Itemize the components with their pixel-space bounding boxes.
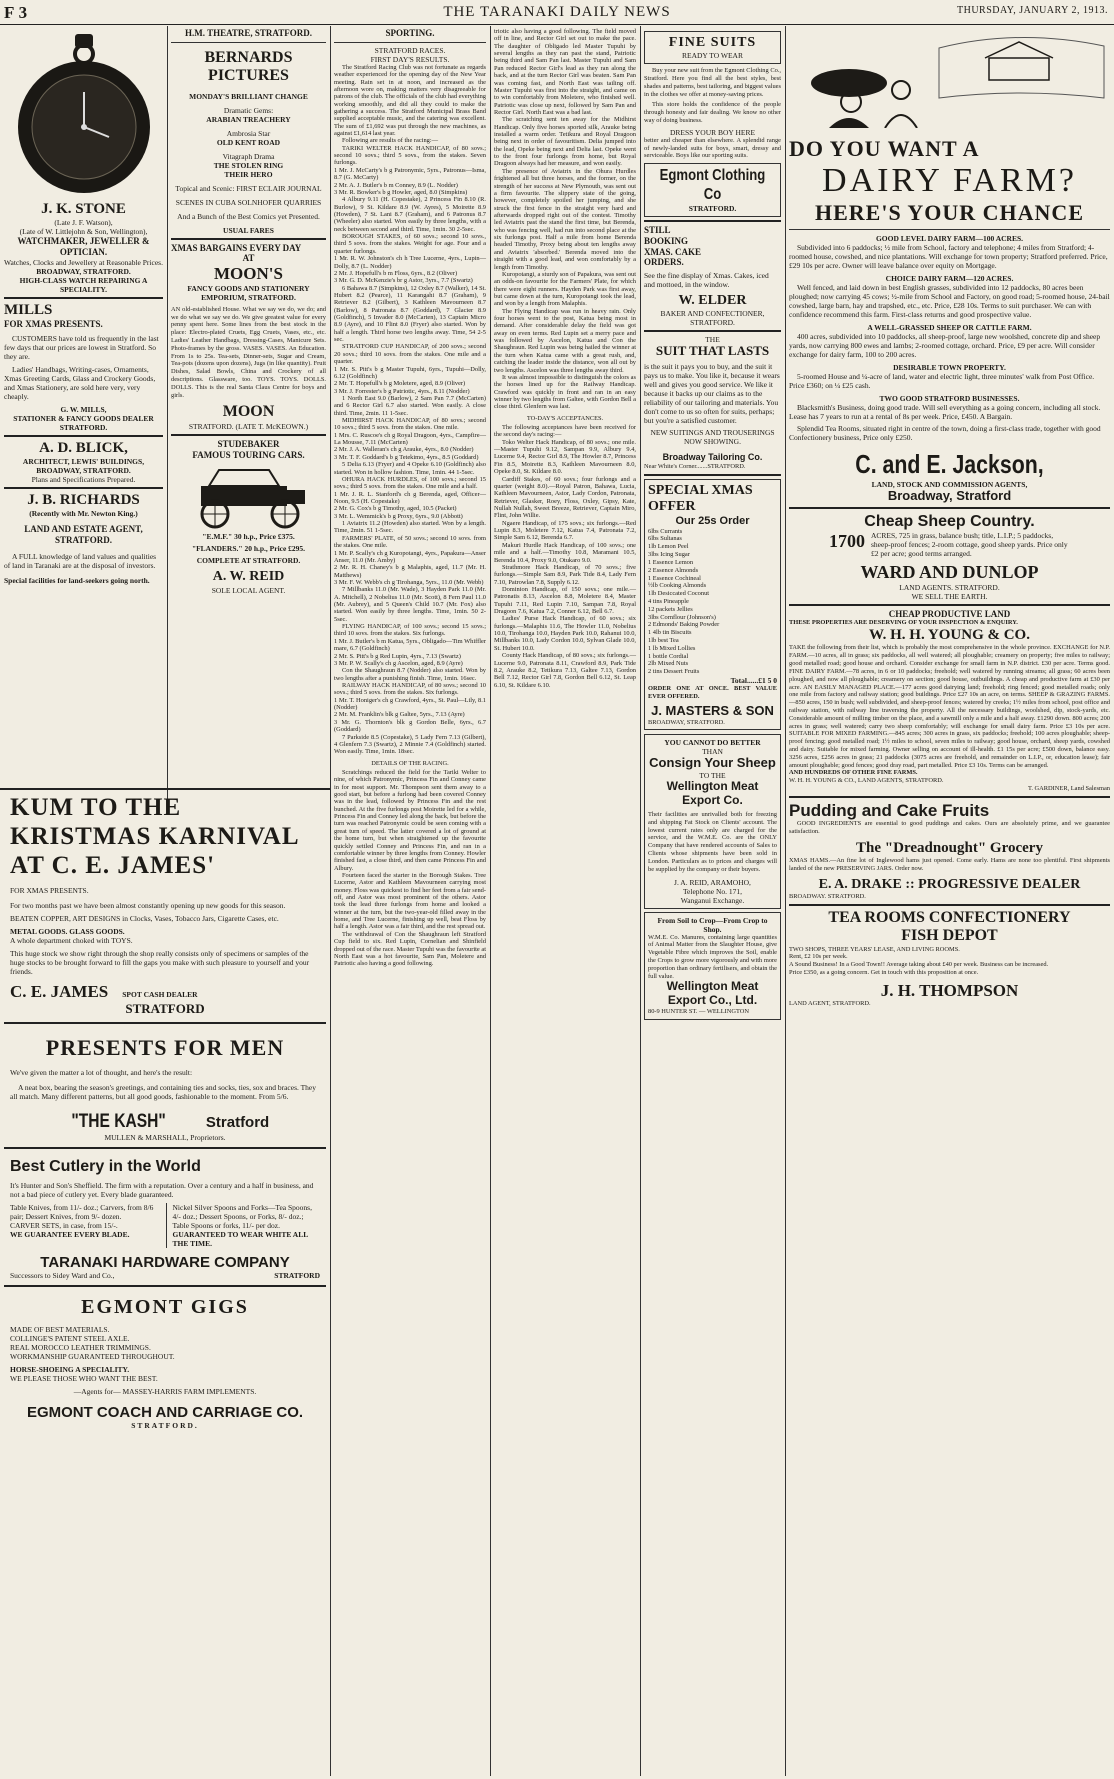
article-paragraph: 3 (18, 3, 28, 22)
gigs-line: MADE OF BEST MATERIALS. (10, 1325, 110, 1335)
article-paragraph: The withdrawal of Con the Shaughraun left Stratford Cup field to six. Red Lupin, Cornelian and Shinfield dropped out of the race. Master Tupuhi was the favourite at North East was a hot favourite, Sam Pan, Moletere and Patriotic also having a good following. (334, 930, 486, 968)
kum-heading: KUM TO THE (10, 794, 182, 821)
kum-sign-sub: SPOT CASH DEALER (122, 990, 198, 1000)
kum-sign: C. E. JAMES (10, 982, 109, 1002)
page-number: F 3 (4, 3, 28, 22)
farm-heading: DESIRABLE TOWN PROPERTY. (893, 362, 1006, 372)
article-paragraph: 2 Mr. M. Franklin's blk g Galtee, 5yrs., 7.13 (Ayre) (334, 711, 465, 719)
article-paragraph: 1 Mr. J. McCarty's b g Patronymic, 5yrs., Patronus—Isma, 8.7 (G. McCarty) (334, 166, 486, 182)
article-paragraph: 7 Parkside 8.5 (Copestake), 5 Lady Fern 7.13 (Gilbert), 4 Glenfern 7.3 (Swartz), 2 Minnie 7.4 (Goldfinch) started. Won easily. Time, 1min. 18sec. (334, 733, 486, 756)
order-item: 12 packets Jellies (648, 605, 693, 613)
order-item: ½lb Cooking Almonds (648, 582, 707, 590)
order-item: 2 Edmonds' Baking Powder (648, 621, 720, 629)
article-paragraph: Kuropotangi, a sturdy son of Papakura, was sent out an odds-on favourite for the Farmers' Plate, for which there were eight runners. Hayden Park was first away, but came down at the turn, Kuropotangi took the lead, and won by a length from Malaphis. (494, 270, 636, 308)
suit-heading: SUIT THAT LASTS (655, 343, 770, 359)
stone-note: HIGH-CLASS WATCH REPAIRING A SPECIALITY. (19, 275, 148, 294)
order-item: 1lb Desiccated Coconut (648, 590, 710, 598)
men-heading: PRESENTS FOR MEN (45, 1035, 285, 1061)
broadway-tailoring: Broadway Tailoring Co. (662, 452, 763, 463)
article-paragraph: Following are results of the racing:— (342, 137, 439, 145)
article-paragraph: Con the Shaughraun 8.7 (Nodder) also started. Won by two lengths after a punishing finish. Time, 1min. 16sec. (334, 667, 486, 682)
touring-car-icon (179, 464, 319, 530)
farm-heading: CHOICE DAIRY FARM—120 ACRES. (885, 273, 1014, 283)
stone-ad (4, 201, 163, 294)
farm-couple-illustration (789, 28, 1109, 128)
order-item: 1 Essence Lemon (648, 558, 694, 566)
article-paragraph: 3 Mr. T. F. Goddard's b g Tetekimo, 4yrs., 8.5 (Goddard) (334, 453, 479, 461)
tea-sub: TWO SHOPS, THREE YEARS' LEASE, AND LIVING ROOMS. (789, 945, 960, 953)
drake-sub: BROADWAY. STRATFORD. (789, 893, 866, 901)
article-paragraph: 4 Albury 9.11 (H. Copestake), 2 Princess Fin 8.10 (R. Burlow), 9 St. Kildare 8.9 (W. Ayres), 5 Moirette 8.9 (Howden), 7 St. Lani 8.7 (Graham), and 6 Patronus 8.7 (Wheeler) also started. Won easily by three lengths, with a neck between second and third. Time, 1min. 30 2-5sec. (334, 196, 486, 233)
article-paragraph: 2 Mr. G. Cox's b g Timothy, aged, 10.5 (Packet) (334, 505, 457, 513)
film-note: And a Bunch of the Best Comics yet Presented. (177, 211, 320, 221)
article-paragraph: Makuri Hurdle Hack Handicap, of 100 sovs.; one mile and a half.—Timothy 10.8, Maramani 10.5, Berenda 10.4, Proxy 9.0, Otukaro 9.0. (494, 541, 636, 564)
kum-heading: KRISTMAS KARNIVAL (10, 822, 300, 850)
article-paragraph: 1 Mr. T. Honiger's ch g Crawford, 4yrs., St. Paul—Lily, 8.1 (Nodder) (334, 696, 486, 712)
order-item: 3lbs Cornflour (Johnson's) (648, 613, 716, 621)
mills-body: CUSTOMERS have told us frequently in the last few days that our prices are lowest in Stratford. So they are. (4, 333, 159, 361)
flanders-price: "FLANDERS." 20 h.p., Price £295. (191, 544, 306, 554)
column-5-ads (640, 26, 785, 1776)
article-paragraph: It was almost impossible to distinguish the colors as the horses lined up for the Railway Handicap. Crawford was quickly in front and ran in an easy winner by two lengths from Galtee, with Gordon Bell a close third. Glenfern was last. (494, 373, 636, 411)
tea-body: Price £350, as a going concern. Get in touch with this proposition at once. (789, 969, 979, 977)
article-paragraph: TARIKI WELTER HACK HANDICAP, of 80 sovs.; second 10 sovs.; third 5 sovs., from the stakes. Seven furlongs. (334, 144, 486, 167)
suits-body: Buy your new suit from the Egmont Clothing Co., Stratford. Here you find all the best styles, best shades and patterns, best tailoring, and biggest values in the clothes we offer at money-saving prices. (644, 67, 781, 98)
article-paragraph: Scratchings reduced the field for the Tariki Welter to nine, of which Patronymic, Princess Fin and Conney came in for most support. Mr. Thompson sent them away to a good start, but before a furlong had been covered Conney was in the lead, followed by Princess Fin and the rest bunched. At the five furlongs post Moirette led for a while, Princess Fin and Conney led along the back, but before the turn was reached Patronymic could be seen coming with a great turn of speed. The latter covered a lot of ground at the home turn, but when straightened up the favourite quickly settled Conney and Princess Fin, and ran in a comfortable winner by three lengths from Conney. Howler finished fast, a close third, and then came Princess Fin and Albury. (334, 768, 486, 872)
dreadnought-body: XMAS HAMS.—An fine lot of Inglewood hams just opened. Come early. Hams are none too plentiful. First shipments landed of the new PRESERVING JARS. Order now. (789, 857, 1110, 873)
article-paragraph: 1 Mr. R. W. Johnston's ch h Tree Lucerne, 4yrs., Lupin—Dolly, 8.7 (L. Nodder) (334, 255, 486, 270)
cutlery-line: WE GUARANTEE EVERY BLADE. (10, 1229, 130, 1239)
stone-trade: WATCHMAKER, JEWELLER & OPTICIAN. (17, 236, 150, 258)
gigs-town: STRATFORD. (131, 1421, 199, 1431)
dairy-heading: HERE'S YOUR CHANCE (815, 200, 1084, 226)
blick-name: A. D. BLICK, (39, 439, 128, 456)
young-body: TAKE the following from their list, which is probably the most comprehensive in the whole province. EXCHANGE for N.P. FARM.—10 acres, all in grass; six paddocks, all well watered; all ploughable; creamery on property; five miles to railway; good metalled road; good house and orchard. Consider exchange for small farm in N.P. district. £30 per acre. Terms good. FINE DAIRY FARM.—78 acres, in 6 or 10 paddocks; freehold; well watered by running streams; all grass; 60 acres been ploughed, and now all ploughable; creamery on section; good house, outbuildings. A cheap and productive farm at £30 per acre. AN EASILY MANAGED PLACE.—177 acres good dairying land; freehold; ring fenced; good metalled roads; only one mile from factory and railway station; good buildings. Price £27 10s an acre, on terms. SHEEP & GRAZING FARMS.—850 acres, 150 in bush; well subdivided, and sheep-proof fences; watered by creeks; 1½ miles from school, post office and railway station, with railway line traversing the property. All the necessary buildings, woolshed, dip, stock-yards, etc. Considerable amount of milling timber on the place, and a sawmill only a mile and a half away. £1290 down. 800 acres; 200 acres in grass; well watered; carry two sheep comfortably; will exchange for small dairy farm. Price £3 10s per acre. SUITABLE FOR MIXED FARMING.—845 acres; 300 acres in grass, six paddocks; freehold; 100 acres ploughable; sheep-proof fencing; good metalled road; 1½ miles to school, seven miles to railway; good house, orchard, sheep yards, cowshed and dairy. Suitable for mixed farming. Owner selling on account of ill-health. £1 15s per acre; £500 down, balance easy. 3256 acres, £256 acres in grass; 21 paddocks (3075 acres are freehold, and remainder on L.I.P., or, education lease); fair amount ploughable; good fences; good dray road, part metalled. Price £3 10s. Terms can be arranged. (789, 644, 1110, 769)
moons-body: AN old-established House. What we say we do, we do; and we do what we say we do. We give greatest value for every penny spent here. Some lines from the best stock in the place: Electro-plated Cruets, Egg Cruets, Vases, etc., etc. Ladies' Leather Handbags, Dressing-Cases, Manicure Sets. Photo-frames by the gross. VASES. VASES. An Education. From 1s to 25s. Tea-sets, Dinner-sets, Sugar and Cream, Tea-pots (dozens upon dozens), Jugs (in like quantity). Fruit Dishes, Salad Bowls, China and Crockery of all descriptions. Glassware, too. TOYS. TOYS. DOLLS. DOLLS. This is the real Santa Claus Centre for boys and girls. (171, 305, 326, 399)
article-paragraph: 2 Mr. J. A. Walleran's ch g Arauke, 4yrs., 8.0 (Nodder) (334, 446, 474, 454)
order-item: 3lbs Icing Sugar (648, 551, 690, 559)
cutlery-sign-sub: Successors to Sidey Ward and Co., (10, 1271, 115, 1281)
article-paragraph: The scratching sent ten away for the Midhirst Handicap. Only five horses sported silk, Arauke being installed a warm order. Tetikura and Royal Dragoon being next in order of favouritism. Delia jumped into the lead, Opeke being next and Delia last. Opeke went to the front four furlongs from home, but Royal Dragoon always had her measure, and won easily. (494, 116, 636, 168)
racing-body (494, 28, 636, 689)
issue-date: THURSDAY, JANUARY 2, 1913. (957, 5, 1108, 16)
gigs-line: WE PLEASE THOSE WHO WANT THE BEST. (10, 1374, 158, 1384)
theatre-heading: H.M. THEATRE, STRATFORD. (184, 28, 312, 38)
masters-sub: BROADWAY, STRATFORD. (648, 718, 725, 726)
egmont-clothing: Egmont Clothing Co (659, 167, 766, 203)
ward-name: WARD AND DUNLOP (860, 561, 1039, 582)
film-label: Vitagraph Drama (222, 151, 275, 161)
article-paragraph: Ngaere Handicap, of 175 sovs.; six furlongs.—Red Lupin 8.3, Moletere 7.12, Katua 7.4, Patronata 7.2, Simple Sam 6.12, Berenda 6.7. (494, 519, 636, 542)
cake-heading: STILL BOOKING XMAS. CAKE ORDERS. (644, 225, 702, 268)
kum-line: A whole department choked with TOYS. (10, 936, 133, 946)
column-1 (0, 26, 167, 811)
thompson-sub: LAND AGENT, STRATFORD. (789, 1000, 871, 1008)
fares: USUAL FARES (223, 225, 274, 235)
elder-name: W. ELDER (678, 293, 747, 309)
stone-sub: (Late J. F. Watson), (54, 218, 113, 228)
cutlery-sign: TARANAKI HARDWARE COMPANY (40, 1253, 290, 1271)
order-item: 1lb Lemon Peel (648, 543, 689, 551)
article-paragraph: 6 Bahawa 8.7 (Simpkins), 12 Oxley 8.7 (Walker), 14 St. Hubert 8.2 (Pearce), 11 Karangahi 8.7 (Graham), 9 Retriever 8.2 (Gilbert), 3 Kathleen Mavourneen 8.7 (Barlow), 8 Patronata 8.7 (Goddard), 7 Glacier 8.9 (Goldfinch), 5 Invader 8.0 (McCarten), 13 Captain Micro 8.9 (Ayre), and 10 Flint 8.0 (Fryer) also started. Won by half a length. Third horse two lengths away. Time, 54 2-5 sec. (334, 284, 486, 344)
richards-name: J. B. RICHARDS (27, 492, 140, 509)
order-item: 4 tins Pineapple (648, 597, 689, 605)
film-title: OLD KENT ROAD (216, 137, 281, 147)
mills-ad (4, 302, 163, 432)
thompson-name: J. H. THOMPSON (880, 980, 1019, 1000)
xmas-bargains: XMAS BARGAINS EVERY DAY (171, 242, 302, 253)
column-2 (167, 26, 330, 811)
touring-title: FAMOUS TOURING CARS. (192, 449, 305, 460)
kash-town: Stratford (205, 1114, 270, 1132)
order-item: 1 4lb tin Biscuits (648, 629, 692, 637)
crop-heading: From Soil to Crop—From Crop to Shop. (657, 915, 768, 934)
article-paragraph: 2 Mr. T. Hopefull's b g Moletere, aged, 8.9 (Oliver) (334, 380, 466, 388)
article-paragraph: 1 Mr. J. R. L. Stanford's ch g Berenda, aged, Officer—Noon, 9.5 (H. Copestake) (334, 490, 486, 505)
young-sign2: T. GARDINER, Land Salesman (1027, 785, 1110, 793)
kum-ad (4, 792, 326, 1019)
article-paragraph: Strathmore Hack Handicap, of 70 sovs.; five furlongs.—Simple Sam 8.9, Park Tide 8.4, Lady Fern 7.10, Patrowlan 7.8, Supply 6.12. (494, 563, 636, 586)
races-heading: STRATFORD RACES. (374, 45, 446, 55)
mills-title: MILLS (4, 301, 53, 318)
young-name: W. H. H. YOUNG & CO. (869, 627, 1030, 644)
jackson-name: C. and E. Jackson, (855, 448, 1044, 479)
reid-name: A. W. REID (212, 569, 285, 585)
article-paragraph: 2 Mr. S. Pitt's b g Red Lupin, 4yrs., 7.13 (Swartz) (334, 652, 461, 660)
article-paragraph: 2 Mr. J. Hopefull's b m Floss, 6yrs., 8.2 (Oliver) (334, 269, 458, 277)
farm-body: 400 acres, subdivided into 10 paddocks, all sheep-proof, large new woolshed, concrete dip and sheep yards, now carrying 800 ewes and lambs; 2-roomed cottage, orchard. Price, £9 per acre. Will consider exchange for dairy farm, 100 to 200 acres. (789, 331, 1101, 359)
cutlery-body: It's Hunter and Son's Sheffield. The firm with a reputation. Over a century and a half in business, and not a bad piece of cutlery yet. Every blade guaranteed. (10, 1180, 314, 1199)
farm-body: Subdivided into 6 paddocks; ½ mile from School, factory and telephone; 4 miles from Stratford; 4-roomed house, cowshed, and nice plantations. Will exchange for town property; Stratford preferred. Price, £29 10s per acre. Owner will leave balance over equity on Mortgage. (789, 242, 1108, 270)
consign-town: Wanganui Exchange. (680, 895, 745, 905)
article-paragraph: County Hack Handicap, of 80 sovs.; six furlongs.—Lucerne 9.0, Patronata 8.11, Crawford 8.9, Park Tide 8.2, Arauke 8.2, Tetikura 7.13, Galtee 7.13, Gordon Bell 7.12, Rector Girl 7.8, Gordon Bell 6.12, St. Leap 6.10, St. Kildare 6.10. (494, 652, 636, 689)
moons-ad (171, 243, 326, 431)
article-paragraph: Dominion Handicap, of 150 sovs.; one mile.—Patronatis 8.13, Ascelon 8.8, Moletere 8.4, Master Tupuhi 7.11, Red Lupin 7.10, Sampan 7.8, Royal Dragoon 7.6, Katua 7.2, Conner 6.12, Bell 6.7. (494, 585, 636, 616)
results-heading: FIRST DAY'S RESULTS. (370, 54, 450, 64)
consign-tel: Telephone No. 171, (682, 886, 743, 896)
crop-body: W.M.E. Co. Manures, containing large quantities of Animal Matter from the Slaughter House, give Vegetable Fibre which improves the Soil, enable the Crops to grow more vigorously and with more proportion than ordinary fertilisers, and obtain the full value. (648, 933, 777, 980)
bernards-title: BERNARDS PICTURES (204, 48, 293, 85)
kum-line: This huge stock we show right through the shop really consists only of specimens or samples of the huge stocks to be brought forward to fill the gaps you make with such pleasure to yourself and your friends. (10, 949, 310, 977)
consign-line: Consign Your Sheep (649, 755, 776, 771)
gigs-line: REAL MOROCCO LEATHER TRIMMINGS. (10, 1343, 151, 1353)
richards-ad (4, 492, 163, 585)
article-paragraph: 1 North East 9.0 (Barlow), 2 Sam Pan 7.7 (McCarten) and 6 Rector Girl 6.7 also started. Won easily. A close third. Time, 2min. 11 1-5sec. (334, 394, 486, 417)
tea-heading: FISH DEPOT (901, 927, 998, 945)
article-paragraph: 2 Mr. R. H. Chaney's b g Malaphis, aged, 11.7 (Mr. H. Matthews) (334, 564, 486, 579)
farm-body: Well fenced, and laid down in best English grasses, subdivided into 12 paddocks, 80 acres been ploughed; now carrying 45 cows; ½-mile from School and Factory, on good road; 5-roomed house, 24-bail cowshed, large barn, hay and trapshed, etc., etc. Price, £28 10s. Terms to suit purchaser. We can with confidence recommend this farm. First-class returns and good prospective value. (789, 282, 1110, 319)
richards-body: A FULL knowledge of land values and qualities of land in Taranaki are at the disposal of investors. (4, 551, 157, 570)
article-paragraph: 1 Mr. P. Scally's ch g Kuropotangi, 4yrs., Papakura—Anser Anser, 11.0 (Mr. Amby) (334, 549, 486, 564)
suits-body: better and cheaper than elsewhere. A splendid range of newly-landed suits for boys, smart, dressy and serviceable. Boys like our sporting suits. (644, 136, 781, 160)
complete-note: COMPLETE AT STRATFORD. (196, 556, 301, 566)
order-item: 2lb Mixed Nuts (648, 660, 689, 668)
gigs-agents: —Agents for— MASSEY-HARRIS FARM IMPLEMENTS. (73, 1387, 257, 1397)
gigs-ad (4, 1290, 326, 1432)
cake-body: See the fine display of Xmas. Cakes, iced and mottoed, in the window. (644, 271, 769, 290)
jackson-sub: LAND, STOCK AND COMMISSION AGENTS, (871, 479, 1028, 489)
moon-title: MOON (222, 403, 275, 421)
farm-heading: TWO GOOD STRATFORD BUSINESSES. (879, 393, 1020, 403)
article-paragraph: 5 Delia 6.13 (Fryer) and 4 Opeke 6.10 (Goldfinch) also started. Won in hollow fashion. Time, 1min. 44 1-5sec. (334, 461, 486, 476)
monday-change: MONDAY'S BRILLIANT CHANGE (189, 91, 308, 101)
column-3-sporting (330, 26, 490, 1776)
dairy-illustration (789, 28, 1110, 128)
mills-sign: G. W. MILLS, (60, 404, 107, 414)
blick-ad (4, 440, 163, 484)
article-paragraph: 1 Mrs. C. Ruscoe's ch g Royal Dragoon, 4yrs., Campfire—La Mousse, 7.11 (McCarten) (334, 431, 486, 447)
stone-sub: (Late of W. Littlejohn & Son, Wellington), (19, 227, 148, 237)
article-paragraph: Ladies' Purse Hack Handicap, of 60 sovs.; six furlongs.—Malaphis 11.6, The Howler 11.0, Nobelius 10.0, Tirohanga 10.0, Hayden Park 10.0, Rahanui 10.0, Millbanks 10.0, Lady Cordon 10.0, Sylvan Glade 10.0, St. Hubert 10.0. (494, 615, 636, 652)
special-heading: SPECIAL XMAS OFFER (648, 482, 753, 514)
pudding-body: GOOD INGREDIENTS are essential to good puddings and cakes. Ours are absolutely prime, and we guarantee satisfaction. (789, 820, 1110, 836)
crop-addr: 80-9 HUNTER ST. — WELLINGTON (648, 1007, 749, 1015)
stone-name: J. K. STONE (41, 201, 126, 217)
article-paragraph: FLYING HANDICAP, of 100 sovs.; second 15 sovs.; third 10 sovs. from the stakes. Six furlongs. (334, 623, 486, 638)
sporting-body (334, 64, 486, 968)
men-body: A neat box, bearing the season's greetings, and containing ties and socks, ties, sox and braces. They all match. Many different patterns, but all good goods, fashionable to the moment. From 5/6. (10, 1083, 317, 1102)
special-offer-ad (644, 479, 781, 731)
men-ad (4, 1027, 326, 1144)
richards-sub: (Recently with Mr. Newton King.) (29, 509, 138, 519)
egmont-town: STRATFORD. (688, 204, 737, 213)
the-label: THE (705, 335, 720, 345)
crop-sign: Wellington Meat Export Co., Ltd. (666, 979, 759, 1008)
article-paragraph: The Stratford Racing Club was not fortunate as regards weather experienced for the opening day of the New Year meeting. Rain set in at noon, and increased as the afternoon wore on, making matters very disagreeable for patrons of the club. The officials of the club had everything working smoothly, and did all they could to make the gathering a success. The Stratford Municipal Brass Band supplied acceptable music, and the catering was excellent. The sum of £1,692 was put through the new machines, as against £1,614 last year. (334, 63, 486, 138)
consign-line: THAN (702, 747, 723, 757)
stone-body: Watches, Clocks and Jewellery at Reasonable Prices. (4, 257, 163, 267)
tea-sub: Rent, £2 10s per week. (789, 953, 848, 961)
article-paragraph: FARMERS' PLATE, of 50 sovs.; second 10 sovs. from the stakes. One mile. (334, 534, 486, 550)
consign-line: YOU CANNOT DO BETTER (664, 738, 761, 748)
young-more: AND HUNDREDS OF OTHER FINE FARMS. (789, 769, 918, 777)
cutlery-ad (4, 1152, 326, 1282)
article-paragraph: DETAILS OF THE RACING. (371, 759, 449, 767)
cutlery-heading: Best Cutlery in the World (10, 1158, 201, 1176)
order-items (648, 528, 777, 676)
article-paragraph: 1 Mr. S. Pitt's b g Master Tupuhi, 6yrs., Tupuhi—Dolly, 6.12 (Goldfinch) (334, 365, 486, 380)
sporting-heading: SPORTING. (385, 28, 435, 38)
article-paragraph: BOROUGH STAKES, of 60 sovs.; second 10 sovs., third 5 sovs. from the stakes. Weight for age. Four and a quarter furlongs. (334, 233, 486, 255)
article-paragraph: 3 Mr. F. W. Webb's ch g Tirohanga, 5yrs., 11.0 (Mr. Webb) (334, 578, 484, 586)
dreadnought-name: The "Dreadnought" Grocery (856, 840, 1043, 857)
order-item: 6lbs Currants (648, 527, 683, 535)
suits-body: DRESS YOUR BOY HERE (669, 127, 756, 137)
article-paragraph: The following acceptances have been received for the second day's racing:— (494, 424, 636, 439)
pudding-heading: Pudding and Cake Fruits (789, 800, 990, 820)
suit-new: NEW SUITINGS AND TROUSERINGS NOW SHOWING. (650, 428, 775, 447)
film-title: ARABIAN TREACHERY (206, 114, 291, 124)
sheep-body: ACRES, 725 in grass, balance bush; title, L.I.P.; 5 paddocks, sheep-proof fences; 2-room cottage, good sheep yards. Price only £2 per acre; good terms arranged. (871, 530, 1068, 558)
kum-sub: FOR XMAS PRESENTS. (10, 886, 89, 896)
gigs-sign: EGMONT COACH AND CARRIAGE CO. (26, 1404, 304, 1422)
consign-sheep-ad (644, 734, 781, 908)
elder-sub: BAKER AND CONFECTIONER, STRATFORD. (660, 309, 765, 328)
cutlery-line: Nickel Silver Spoons and Forks—Tea Spoons, 4/- doz.; Dessert Spoons, or Forks, 8/- doz.; Table Spoons or forks, 11/- per doz. (172, 1202, 312, 1230)
order-item: 1 lb Mixed Lollies (648, 644, 696, 652)
film-title: Topical and Scenic: FIRST ECLAIR JOURNAL (175, 183, 322, 193)
consign-line: Wellington Meat Export Co. (666, 779, 759, 808)
article-paragraph: 1 Mr. J. Butler's b m Katua, 5yrs., Obligado—Tim Whiffler mare, 6.7 (Goldfinch) (334, 637, 486, 653)
farm-heading: GOOD LEVEL DAIRY FARM—100 ACRES. (875, 233, 1024, 243)
farm-body: Splendid Tea Rooms, situated right in centre of the town, doing a first-class trade, together with good Confectionery business, Price only £250. (789, 423, 1101, 442)
suits-body: This store holds the confidence of the people through honesty and fair dealing. We know no other way of doing business. (644, 101, 781, 124)
article-paragraph: Fourteen faced the starter in the Borough Stakes. Tree Lucerne, Astor and Kathleen Mavourneen carrying most money. Floss was quickest to find her feet from a fair send-off, and Astor was most prominent of the others. Astor took the lead three furlongs from home and looked a winner at the turn, but the two-year-old filled away in the home, and Tree Lucerne, finishing up well, beat Floss by half a length. Astor was a fair third, and the rest spread out. (334, 871, 486, 931)
article-paragraph: 1 Aviatrix 11.2 (Howden) also started. Won by a length. Time, 2min. 51 1-5sec. (334, 520, 486, 535)
young-sign: W. H. H. YOUNG & CO., LAND AGENTS, STRATFORD. (789, 777, 944, 785)
newspaper-title: THE TARANAKI DAILY NEWS (443, 4, 671, 20)
farm-body: 5-roomed House and ¼-acre of land, water and electric light, three minutes' walk from Post Office. Price £360; on ¼ £25 cash. (789, 371, 1095, 390)
blick-sub: ARCHITECT, LEWIS' BUILDINGS, BROADWAY, STRATFORD. (22, 457, 145, 476)
order-item: 6lbs Sultanas (648, 535, 682, 543)
masthead (0, 0, 1114, 25)
gigs-line: HORSE-SHOEING A SPECIALITY. (10, 1365, 130, 1375)
consign-agent: J. A. REID, ARAMOHO, (674, 877, 751, 887)
film-label: Ambrosia Star (226, 128, 271, 138)
kum-line: METAL GOODS. GLASS GOODS. (10, 927, 125, 937)
kum-heading: AT C. E. JAMES' (10, 851, 216, 879)
egmont-clothing-box (644, 163, 781, 217)
order-item: 1 bottle Cordial (648, 652, 689, 660)
order-note: ORDER ONE AT ONCE. BEST VALUE EVER OFFERED. (648, 685, 777, 700)
richards-note: Special facilities for land-seekers going north. (4, 575, 150, 585)
stone-addr: BROADWAY, STRATFORD. (36, 266, 131, 276)
special-sub: Our 25s Order (675, 515, 750, 528)
article-paragraph: Toko Welter Hack Handicap, of 80 sovs.; one mile.—Master Tupuhi 9.12, Sampan 9.9, Albury 9.4, Lucerne 9.4, Rector Girl 8.9, The Howler 8.7, Princess Fin 8.5, Moirette 8.3, Kathleen Mavourneen 8.0, Opeke 8.0, St. Kildare 8.0. (494, 438, 636, 476)
article-paragraph: 2 Mr. A. J. Butler's b m Conney, 8.9 (L. Nodder) (334, 181, 458, 189)
theatre-ad (171, 28, 326, 235)
tea-heading: TEA ROOMS CONFECTIONERY (828, 908, 1071, 926)
film-title: THEIR HERO (224, 169, 273, 179)
article-paragraph: 3 Mr. R. Bowker's b g Howler, aged, 8.0 (Simpkins) (334, 188, 468, 196)
consign-line: TO THE (699, 771, 726, 781)
sheep-acres: 1700 (829, 530, 865, 551)
article-paragraph: STRATFORD CUP HANDICAP, of 200 sovs.; second 20 sovs.; third 10 sovs. from the stakes. One mile and a quarter. (334, 343, 486, 366)
gigs-line: COLLINGE'S PATENT STEEL AXLE. (10, 1334, 130, 1344)
dairy-heading: DAIRY FARM? (822, 162, 1077, 200)
sheep-heading: Cheap Sheep Country. (864, 512, 1035, 530)
crop-shop-ad (644, 912, 781, 1020)
gigs-heading: EGMONT GIGS (81, 1296, 249, 1319)
mills-addr: STATIONER & FANCY GOODS DEALER STRATFORD. (13, 413, 154, 432)
order-item: 1 Essence Cochineal (648, 574, 701, 582)
order-total: Total......£1 5 0 (730, 676, 777, 686)
at-label: AT (242, 253, 255, 264)
productive-heading: CHEAP PRODUCTIVE LAND (888, 608, 1011, 619)
suits-sub: READY TO WEAR (682, 51, 743, 61)
pocket-watch-icon (9, 32, 159, 197)
gigs-line: WORKMANSHIP GUARANTEED THROUGHOUT. (10, 1352, 175, 1362)
article-paragraph: RAILWAY HACK HANDICAP, of 80 sovs.; second 10 sovs.; third 5 sovs. from the stakes. Six furlongs. (334, 681, 486, 697)
article-paragraph: The presence of Aviatrix in the Ohura Hurdles frightened all but three horses, and the former, on the strength of her success at New Plymouth, was sent out a firm favourite. The slippery state of the going, however, completely spoiled her jumping, and she struck the first fence in the straight very hard and afterwards dropped right out of the contest. Timothy led Aviatrix past the stand the first time, but Berenda, who was fencing well, had run into second place at the six furlongs post. Half a mile from home Berenda headed Timothy, Proxy being about ten lengths away and Aviatrix 'absorbed.' Berenda moved into the straight with a good lead, and won comfortably by a length from Timothy. (494, 167, 636, 271)
broadway-sub: Near White's Corner.......STRATFORD. (644, 463, 746, 471)
column-6-land (785, 26, 1114, 1776)
moons-title: MOON'S (214, 264, 283, 284)
emf-price: "E.M.F." 30 h.p., Price £375. (202, 532, 295, 542)
farm-body: Blacksmith's Business, doing good trade. Will sell everything as a going concern, including all stock. Lease has 7 years to run at a rental of 8s per week. Price, £450. A Bargain. (789, 402, 1101, 421)
farm-heading: A WELL-GRASSED SHEEP OR CATTLE FARM. (867, 322, 1032, 332)
blick-note: Plans and Specifications Prepared. (31, 475, 136, 485)
article-paragraph: triotic also having a good following. The field moved off in line, and Rector Girl set out to make the pace. The daughter of Obligado led Master Tupuhi by several lengths as they ran past the stand, Patriotic being third and Sam Pan last. Master Tupuhi and Sam Pan reduced Rector Girl's lead as they ran along the back, and at the turn Rector Girl was beaten. Sam Pan was coming fast, and North East was tailing off. Master Tupuhi was first into the straight, and came on to win comfortably from Moletere, who finished well. Patriotic was close up next, followed by Sam Pan and Rector Girl. North East was a bad last. (494, 28, 636, 116)
article-paragraph: Cardiff Stakes, of 60 sovs.; four furlongs and a quarter (weight 8.0).—Royal Patron, Bahawa, Lucia, Kathleen Mavourneen, Astor, Lady Cordon, Patronata, Retriever, Glasker, Roey, Floss, Oxley, Gipsy, Kate, Nullah Nullah, Sweet Breeze, Retriever, Captain Miro, Flint, John Willie. (494, 475, 636, 520)
dairy-heading: DO YOU WANT A (789, 136, 980, 161)
suit-body: is the suit it pays you to buy, and the suit it pays us to make. You like it, because it wears well and gives you good service. We like it because it backs up our claims as to the reliability of our tailoring and materials. You don't come to us so often for suits, perhaps; but you're a satisfied customer. (644, 362, 780, 426)
kash-sub: MULLEN & MARSHALL, Proprietors. (104, 1133, 226, 1143)
kash-name: "THE KASH" (71, 1111, 166, 1133)
jackson-town: Broadway, Stratford (887, 487, 1012, 503)
article-paragraph: OHURA HACK HURDLES, of 100 sovs.; second 15 sovs.; third 5 sovs. from the stakes. One mile and a half. (334, 475, 486, 491)
studebaker-ad (171, 439, 326, 595)
article-paragraph: 7 Millbanks 11.0 (Mr. Wade), 3 Hayden Park 11.0 (Mr. A. Mitchell), 2 Nobelius 11.0 (Mr. Scott), 8 Fern Paul 11.0 (Mr. Aubrey), and 5 Queen's Child 10.7 (Mr. Fox) also started. Won easily by three lengths. Time, 1min. 50 2-5sec. (334, 586, 486, 623)
drake-name: E. A. DRAKE :: PROGRESSIVE DEALER (818, 876, 1081, 892)
watch-illustration (9, 32, 159, 197)
fine-suits-ad (644, 31, 781, 64)
article-paragraph: 3 Mr. P. W. Scally's ch g Ascelon, aged, 8.9 (Ayre) (334, 659, 463, 667)
film-label: Dramatic Gems: (223, 105, 274, 115)
reid-sub: SOLE LOCAL AGENT. (211, 585, 286, 595)
cutlery-line: CARVER SETS, in case, from 15/-. (10, 1220, 118, 1230)
column-4-racing (490, 26, 640, 1776)
consign-body: Their facilities are unrivalled both for freezing and shipping Fat Stock on Clients' account. The lowest current rates only are charged for the service, and the W.M.E. Co. are the ONLY Company that have rendered accounts of Sales to Clients whose shipments have been sold in London. Particulars as to prices and charges will be supplied by the company or their buyers. (648, 811, 777, 873)
acceptances-heading: TO-DAY'S ACCEPTANCES. (526, 414, 604, 422)
suits-heading: FINE SUITS (668, 35, 757, 50)
cutlery-line: Table Knives, from 11/- doz.; Carvers, from 8/6 pair; Dessert Knives, from 9/- dozen. (10, 1202, 154, 1221)
film-title: THE STOLEN RING (213, 160, 284, 170)
productive-sub: THESE PROPERTIES ARE DESERVING OF YOUR INSPECTION & ENQUIRY. (789, 619, 1018, 627)
article-paragraph: MIDHIRST HACK HANDICAP, of 80 sovs.; second 10 sovs.; third 5 sovs. from the stakes. One mile. (334, 417, 486, 432)
ward-sub: LAND AGENTS. STRATFORD. (899, 582, 1000, 592)
cutlery-line: GUARANTEED TO WEAR WHITE ALL THE TIME. (172, 1229, 308, 1248)
film-title: SCENES IN CUBA SOLNHOFER QUARRIES (175, 197, 322, 207)
order-item: 2 tins Dessert Fruits (648, 668, 700, 676)
moon-sub: STRATFORD. (LATE T. McKEOWN.) (188, 421, 309, 431)
tea-body: A Sound Business! In a Good Town!! Average taking about £40 per week. Business can be increased. (789, 961, 1049, 969)
masters-name: J. MASTERS & SON (651, 702, 774, 718)
studebaker-title: STUDEBAKER (217, 438, 280, 449)
article-paragraph: 3 Mr. G. Thornton's blk g Gordon Belle, 6yrs., 6.7 (Goddard) (334, 718, 486, 734)
article-paragraph: 3 Mr. L. Wemmick's b g Proxy, 6yrs., 9.0 (Abbott) (334, 512, 463, 520)
kum-body: For two months past we have been almost constantly opening up new goods for this season. (10, 901, 286, 911)
order-item: 1lb best Tea (648, 637, 679, 645)
men-body: We've given the matter a lot of thought, and here's the result: (10, 1068, 193, 1078)
order-item: 2 Essence Almonds (648, 566, 699, 574)
ward-note: WE SELL THE EARTH. (911, 591, 988, 601)
article-paragraph: The Flying Handicap was run in heavy rain. Only four horses went to the post, Katua being most in demand. After considerable delay the field was got away on even terms. Red Lupin set a merry pace and was followed by Ascelon, Katua and Con the Shaughraun. Red Lupin was being hailed the winner at the turn when Katua came with a great rush, and, catching the leader inside the distance, won all out by two lengths. Ascelon was three lengths away third. (494, 307, 636, 374)
article-paragraph: 3 Mr. G. D. McKenzie's br g Astor, 3yrs., 7.7 (Swartz) (334, 277, 473, 285)
mills-body: Ladies' Handbags, Writing-cases, Ornaments, Xmas Greeting Cards, Glass and Crockery Goods, and Xmas Stationery, are sold here very, very cheaply. (4, 364, 156, 401)
wide-ads (0, 788, 330, 1776)
richards-trade: LAND AND ESTATE AGENT, STRATFORD. (24, 524, 143, 546)
cutlery-town: STRATFORD (274, 1271, 320, 1281)
moons-sub: FANCY GOODS AND STATIONERY EMPORIUM, STRATFORD. (187, 283, 310, 302)
kum-line: BEATEN COPPER, ART DESIGNS in Clocks, Vases, Tobacco Jars, Cigarette Cases, etc. (10, 914, 279, 924)
mills-sub: FOR XMAS PRESENTS. (4, 319, 103, 330)
kum-town: STRATFORD (125, 1001, 205, 1017)
article-paragraph: 3 Mr. J. Forrester's b g Patriotic, 4yrs., 8.11 (Nodder) (334, 387, 470, 395)
